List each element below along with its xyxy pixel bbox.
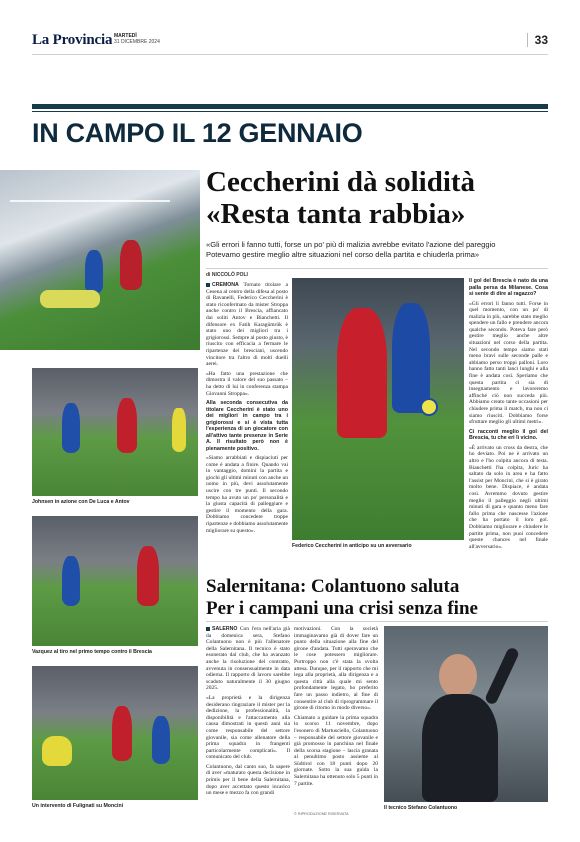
article2-kicker: SALERNO bbox=[212, 626, 238, 632]
issue-date bbox=[114, 33, 160, 45]
photo-johnsen bbox=[32, 368, 198, 496]
article1-divider bbox=[206, 268, 548, 269]
article1-question-1: Il gol del Brescia è nato da una palla persa da Milanese. Cosa si sente di dire al ragazzo? bbox=[469, 278, 548, 297]
issue-weekday: MARTEDÌ bbox=[114, 33, 137, 39]
section-bar bbox=[32, 104, 548, 109]
article2-divider bbox=[206, 621, 548, 622]
caption-vazquez: Vazquez al tiro nel primo tempo contro il Brescia bbox=[32, 649, 152, 655]
article1-answer-2: «È arrivato un cross da destra, che ho deviato. Poi ne è arrivato un altro e l'ho colpita ancora di testa. Bianchetti l'ha colpita, Juric ha saltato da solo in area e ha fatto l'assist per Moncini, che si è girato molto bene. Dispiace, è andata così. Avremmo dovuto gestire meglio il palleggio negli ultimi minuti di gara e quanto meno fare fallo prima che nascesse l'azione che ha portato il loro gol. Dobbiamo migliorare e chiudere le partite prima, non puoi concedere queste chances nel finale all'avversario». bbox=[469, 444, 548, 550]
photo-ceccherini bbox=[292, 278, 464, 540]
article1-col1-p1: Tornato titolare a Cesena al centro della difesa al posto di Ravanelli, Federico Ceccherini è stato riconfermato da mister Stroppa anche contro il Brescia, affiancato dai soliti Antov e Bianchetti. Il difensore ex Fatih Karagümrük è stato uno dei migliori tra i grigiorossi. Sempre al posto giusto, è riuscito con efficacia a fermare le ripartenze dei bresciani, uscendo vincitore tra l'altro di molti duelli aerei. bbox=[206, 282, 288, 368]
caption-fulignati: Un intervento di Fulignati su Moncini bbox=[32, 803, 124, 809]
article1-kicker: CREMONA bbox=[212, 282, 239, 288]
photo-goal-action bbox=[0, 170, 200, 350]
article1-headline bbox=[206, 166, 548, 230]
article2-col1-p3: Colantuono, dal canto suo, fa sapere di aver «maturato questa decisione in primis per il bene della Salernitana, dopo aver accettato questo incarico un mese e mezzo fa con grandi bbox=[206, 763, 290, 797]
section-bar-thin bbox=[32, 111, 548, 112]
article1-column-2 bbox=[469, 278, 548, 570]
photo-fulignati bbox=[32, 666, 198, 800]
article1-col1-p3: Alla seconda consecutiva da titolare Ceccherini è stato uno dei migliori in campo tra i grigiorossi e si è vista tutta l'esperienza di un giocatore con all'attivo tante presenze in Serie A. Il risultato però non è pienamente positivo. bbox=[206, 400, 288, 452]
article2-headline bbox=[206, 576, 548, 620]
article2-col1-p1: Con l'era nell'aria già da domenica sera, Stefano Colantuono non è più l'allenatore della Salernitana. Il tecnico è stato esonerato dal club, che ha avanzato anche la risoluzione del contratto, avvenuta in consensualmente in data odierna. Il rapporto di lavoro sarebbe scaduto naturalmente il 30 giugno 2025. bbox=[206, 626, 290, 692]
header-divider bbox=[32, 54, 548, 55]
page-number: 33 bbox=[534, 33, 548, 47]
section-title: IN CAMPO IL 12 GENNAIO bbox=[32, 118, 363, 148]
article2-column-2 bbox=[294, 626, 378, 810]
article1-headline-line1: Ceccherini dà solidità bbox=[206, 166, 476, 198]
article2-headline-line1: Salernitana: Colantuono saluta bbox=[206, 576, 460, 597]
photo-colantuono bbox=[384, 626, 548, 802]
article1-deck bbox=[206, 240, 548, 260]
article1-question-2: Ci racconti meglio il gol del Brescia, tu che eri lì vicino. bbox=[469, 428, 548, 442]
article1-deck-line2: Potevamo gestire meglio altre situazioni nel corso della partita e chiuderla prima» bbox=[206, 250, 480, 259]
article1-deck-line1: «Gli errori li fanno tutti, forse un po' più di malizia avrebbe evitato l'azione del pareggio bbox=[206, 240, 496, 249]
kicker-square-icon bbox=[206, 283, 210, 287]
article2-col1-p2: «La proprietà e la dirigenza desiderano ringraziare il mister per la dedizione, la professionalità, la disponibilità e l'attaccamento alla causa dimostrati in questi anni sia come responsabile del settore giovanile, sia come allenatore della prima squadra in frangenti particolarmente complicati». Il comunicato del club. bbox=[206, 694, 290, 761]
caption-ceccherini: Federico Ceccherini in anticipo su un avversario bbox=[292, 543, 412, 549]
article1-byline: di NICCOLÒ POLI bbox=[206, 272, 248, 278]
kicker-square-icon bbox=[206, 627, 210, 631]
article2-col2-p1: motivazioni. Con la società immaginavamo già di dover fare un punto della situazione alla fine del girone d'andata. Tutti speravamo che le cose potessero migliorare. Purtroppo non c'è stata la svolta attesa. Dunque, per il rapporto che mi lega alla proprietà, alla dirigenza e a questa città alla quale mi sento profondamente legato, ho preferito fare un passo indietro, al fine di consentire al club di riprogrammare il girone di ritorno in modo diverso». bbox=[294, 626, 378, 712]
article1-column-1 bbox=[206, 282, 288, 570]
photo-vazquez bbox=[32, 516, 198, 646]
article2-col2-p2: Chiamato a guidare la prima squadra lo scorso 11 novembre, dopo l'esonero di Martusciello, Colantuono – responsabile del settore giovanile e già promosso in panchina nel finale della scorsa stagione – lascia granata al penultimo posto assieme al Südtirol con 18 punti dopo 20 giornate. Sotto la sua guida la Salernitana ha ottenuto solo 5 punti in 7 partite. bbox=[294, 714, 378, 787]
caption-colantuono: Il tecnico Stefano Colantuono bbox=[384, 805, 458, 811]
caption-johnsen: Johnsen in azione con De Luca e Antov bbox=[32, 499, 130, 505]
article1-col1-p2: «Ha fatto una prestazione che dimostra il valore del suo passato – ha detto di lui in conferenza stampa Giovanni Stroppa». bbox=[206, 370, 288, 397]
article2-headline-line2: Per i campani una crisi senza fine bbox=[206, 598, 478, 619]
copyright-credit: © RIPRODUZIONE RISERVATA bbox=[294, 812, 349, 816]
masthead bbox=[32, 30, 548, 52]
article1-headline-line2: «Resta tanta rabbia» bbox=[206, 198, 466, 230]
newspaper-logo: La Provincia bbox=[32, 32, 113, 48]
article1-answer-1: «Gli errori li fanno tutti. Forse in quel momento, con un po' di malizia in più, sarebbe stato meglio spendere un fallo e prendere ancora qualche secondo. Poteva fare però gestire meglio anche altre situazioni nel corso della partita. Nel secondo tempo siamo stati meno bravi sulle seconde palle e abbiamo perso troppi palloni. Loro hanno fatto tanti lanci lunghi e alla fine è andata così. Speriamo che questa partita ci sia di insegnamento e lavoreremo affinché ciò non succeda più. Abbiamo creato tante occasioni per chiudere prima il match, ma non ci siamo riusciti. Dobbiamo forse sfruttare meglio gli ultimi metri». bbox=[469, 300, 548, 426]
issue-full-date: 31 DICEMBRE 2024 bbox=[114, 39, 160, 45]
article2-column-1 bbox=[206, 626, 290, 816]
article1-col1-p4: «Siamo arrabbiati e dispiaciuti per come è andata a finire. Quando vai in vantaggio, domini la partita e giochi gli ultimi minuti con anche un uomo in più, devi assolutamente uscire con tre punti. Il secondo tempo ha avuto un po' personalità e la giusta capacità di palleggiare e gestire il momento della gara. Dobbiamo concedere troppe ripartenze e dobbiamo assolutamente migliorare su questo». bbox=[206, 455, 288, 534]
